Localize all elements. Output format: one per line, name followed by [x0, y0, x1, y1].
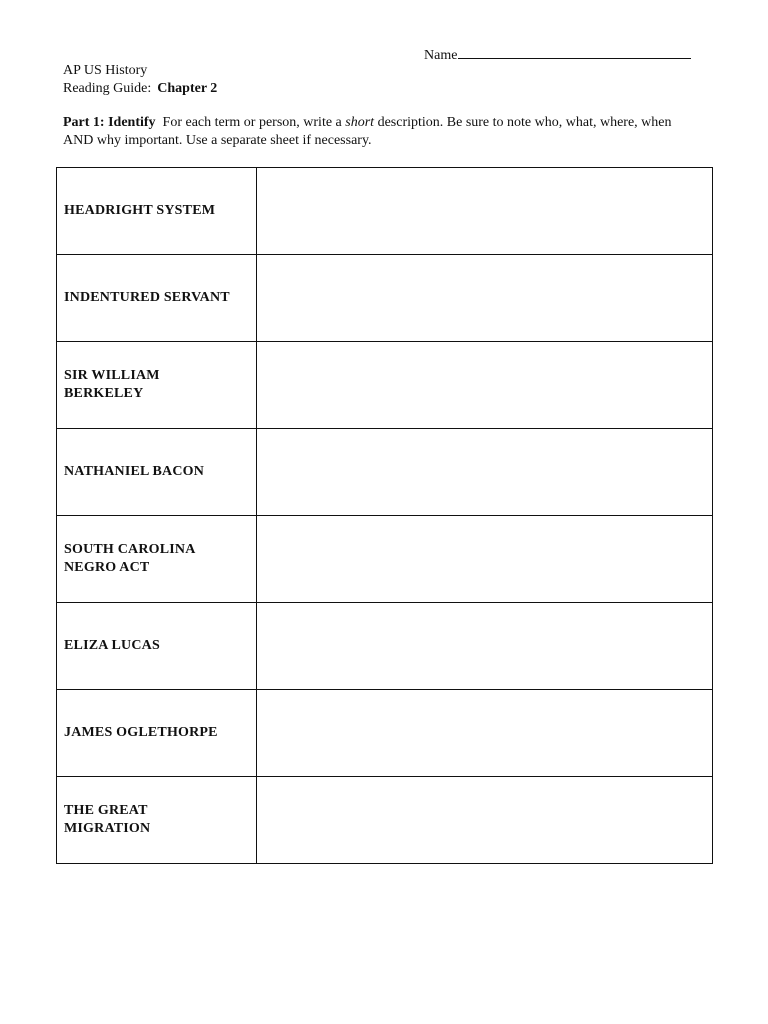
answer-cell[interactable]	[257, 168, 713, 255]
reading-guide-label: Reading Guide:	[63, 81, 152, 96]
term-cell	[57, 342, 257, 429]
term-line1: INDENTURED SERVANT	[64, 290, 230, 305]
term-cell	[57, 690, 257, 777]
term-line1: SOUTH CAROLINA	[64, 542, 196, 557]
table-row	[57, 603, 713, 690]
term-line2: MIGRATION	[64, 821, 151, 836]
instructions-text-after: description. Be sure to note who, what, where, when AND why important. Use a separate sheet if necessary.	[63, 115, 672, 148]
instructions-emphasis: short	[345, 115, 375, 130]
answer-cell[interactable]	[257, 777, 713, 864]
term-line1: THE GREAT	[64, 803, 148, 818]
answer-cell[interactable]	[257, 342, 713, 429]
term-line1: JAMES OGLETHORPE	[64, 725, 218, 740]
table-row	[57, 690, 713, 777]
terms-table	[56, 167, 713, 864]
answer-cell[interactable]	[257, 255, 713, 342]
term-cell	[57, 777, 257, 864]
instructions-text-before: For each term or person, write a	[162, 115, 342, 130]
answer-cell[interactable]	[257, 603, 713, 690]
table-row	[57, 342, 713, 429]
term-cell	[57, 603, 257, 690]
part1-instructions	[63, 114, 703, 150]
term-line1: NATHANIEL BACON	[64, 464, 205, 479]
answer-cell[interactable]	[257, 429, 713, 516]
course-title: AP US History	[63, 63, 148, 78]
term-line2: NEGRO ACT	[64, 560, 150, 575]
term-line2: BERKELEY	[64, 386, 144, 401]
term-cell	[57, 516, 257, 603]
reading-guide-line	[63, 80, 217, 98]
answer-cell[interactable]	[257, 690, 713, 777]
term-line1: SIR WILLIAM	[64, 368, 160, 383]
table-row	[57, 168, 713, 255]
table-row	[57, 255, 713, 342]
term-cell	[57, 168, 257, 255]
name-blank-line	[458, 45, 691, 59]
term-cell	[57, 255, 257, 342]
table-row	[57, 777, 713, 864]
part-label: Part 1: Identify	[63, 115, 156, 130]
term-cell	[57, 429, 257, 516]
term-line1: ELIZA LUCAS	[64, 638, 160, 653]
name-label: Name	[424, 48, 458, 63]
answer-cell[interactable]	[257, 516, 713, 603]
term-line1: HEADRIGHT SYSTEM	[64, 203, 216, 218]
table-row	[57, 516, 713, 603]
table-row	[57, 429, 713, 516]
name-field	[424, 45, 691, 64]
chapter-label: Chapter 2	[157, 81, 218, 96]
